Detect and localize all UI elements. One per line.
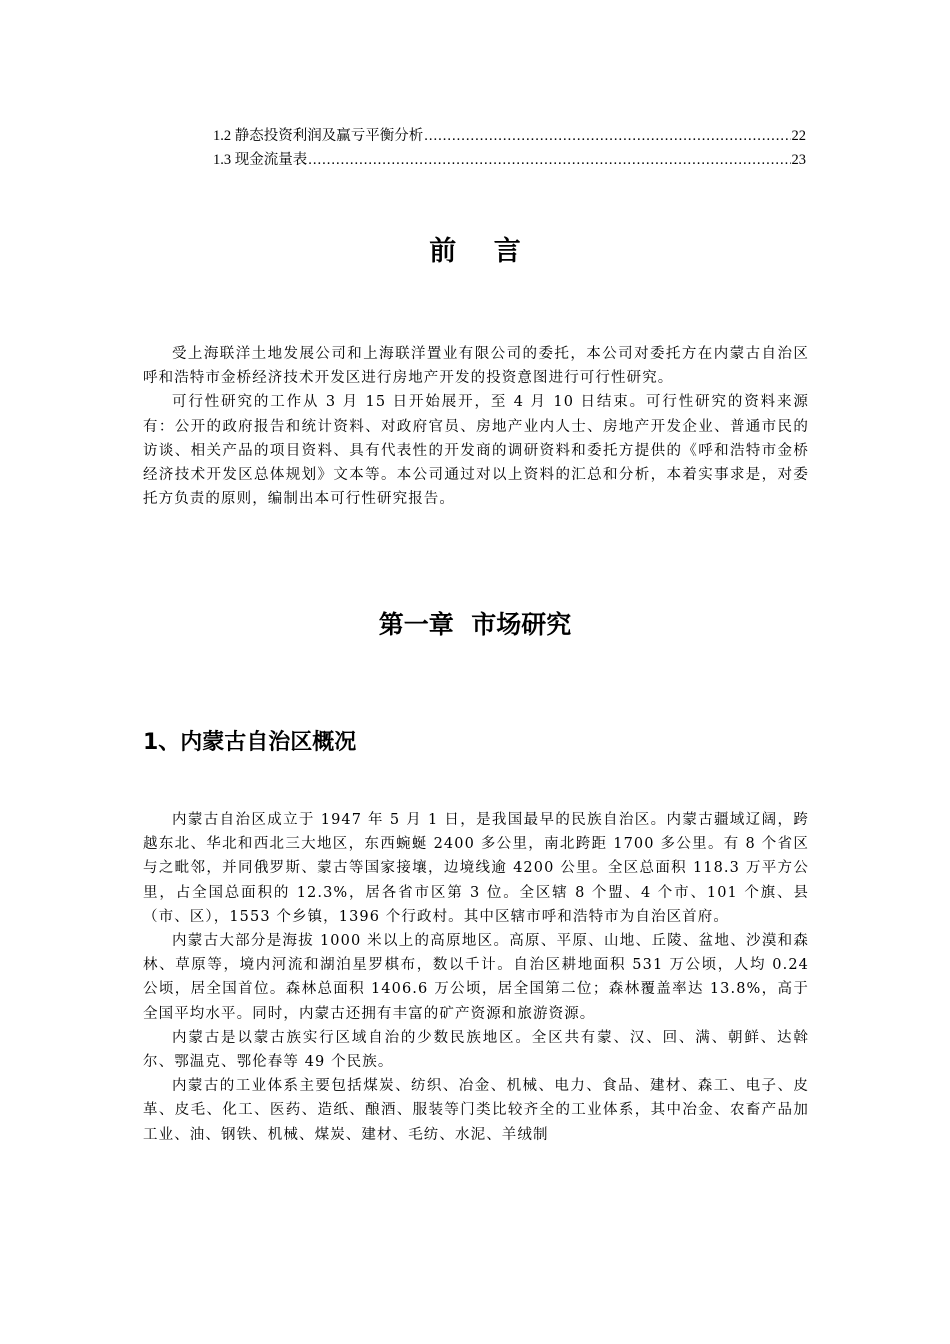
toc-entry-label: 1.3 现金流量表 bbox=[213, 152, 308, 168]
section-paragraph: 内蒙古的工业体系主要包括煤炭、纺织、冶金、机械、电力、食品、建材、森工、电子、皮革、皮毛、化工、医药、造纸、酿酒、服装等门类比较齐全的工业体系，其中冶金、农畜产品加工业、油、钢铁、机械、煤炭、建材、毛纺、水泥、羊绒制 bbox=[143, 1078, 809, 1143]
section-heading: 1、内蒙古自治区概况 bbox=[143, 730, 357, 755]
preface-heading: 前 言 bbox=[429, 236, 535, 267]
section-paragraph: 内蒙古是以蒙古族实行区域自治的少数民族地区。全区共有蒙、汉、回、满、朝鲜、达斡尔、鄂温克、鄂伦春等 49 个民族。 bbox=[143, 1029, 809, 1071]
toc-entry-page: 22 bbox=[791, 128, 806, 144]
toc-leader-dots bbox=[424, 124, 790, 148]
preface-paragraph: 可行性研究的工作从 3 月 15 日开始展开，至 4 月 10 日结束。可行性研究的资料来源有：公开的政府报告和统计资料、对政府官员、房地产业内人士、房地产开发企业、普通市民的访谈、相关产品的项目资料、具有代表性的开发商的调研资料和委托方提供的《呼和浩特市金桥经济技术开发区总体规划》文本等。本公司通过对以上资料的汇总和分析，本着实事求是，对委托方负责的原则，编制出本可行性研究报告。 bbox=[143, 394, 809, 508]
preface-body bbox=[143, 342, 809, 511]
section-paragraph: 内蒙古大部分是海拔 1000 米以上的高原地区。高原、平原、山地、丘陵、盆地、沙漠和森林、草原等，境内河流和湖泊星罗棋布，数以千计。自治区耕地面积 531 万公顷，人均 0.24 公顷，居全国首位。森林总面积 1406.6 万公顷，居全国第二位；森林覆盖率达 13.8%，高于全国平均水平。同时，内蒙古还拥有丰富的矿产资源和旅游资源。 bbox=[143, 933, 809, 1022]
toc-entry[interactable] bbox=[213, 148, 806, 172]
chapter-heading: 第一章 市场研究 bbox=[378, 610, 572, 639]
toc-leader-dots bbox=[308, 148, 790, 172]
table-of-contents bbox=[213, 124, 806, 172]
toc-entry-label: 1.2 静态投资利润及赢亏平衡分析 bbox=[213, 128, 424, 144]
preface-paragraph: 受上海联洋土地发展公司和上海联洋置业有限公司的委托，本公司对委托方在内蒙古自治区呼和浩特市金桥经济技术开发区进行房地产开发的投资意图进行可行性研究。 bbox=[143, 346, 809, 387]
toc-entry[interactable] bbox=[213, 124, 806, 148]
toc-entry-page: 23 bbox=[791, 152, 806, 168]
section-body bbox=[143, 808, 809, 1147]
section-paragraph: 内蒙古自治区成立于 1947 年 5 月 1 日，是我国最早的民族自治区。内蒙古疆域辽阔，跨越东北、华北和西北三大地区，东西蜿蜒 2400 多公里，南北跨距 1700 多公里。有 8 个省区与之毗邻，并同俄罗斯、蒙古等国家接壤，边境线逾 4200 公里。全区总面积 118.3 万平方公里，占全国总面积的 12.3%，居各省市区第 3 位。全区辖 8 个盟、4 个市、101 个旗、县（市、区），1553 个乡镇，1396 个行政村。其中区辖市呼和浩特市为自治区首府。 bbox=[143, 812, 809, 925]
